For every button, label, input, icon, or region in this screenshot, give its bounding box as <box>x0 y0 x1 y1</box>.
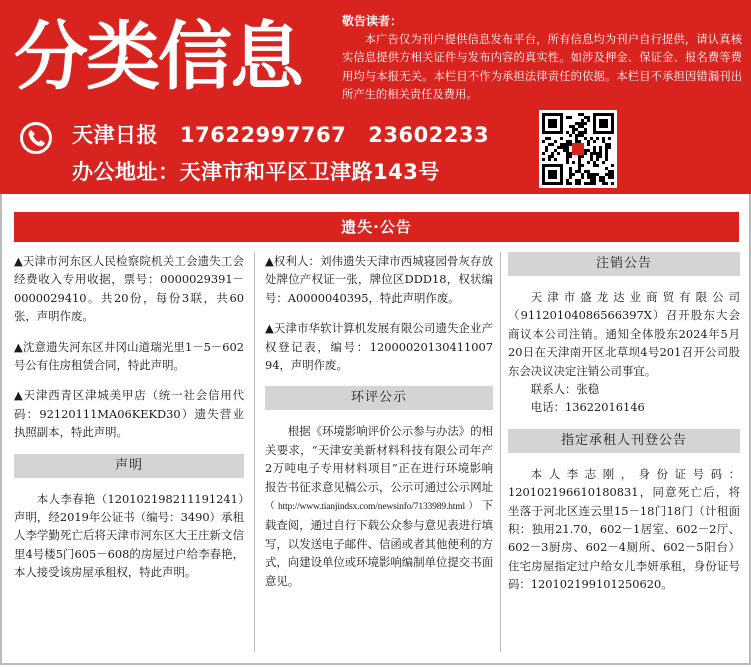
notice-heading: 敬告读者： <box>342 14 403 28</box>
qr-code-graphic <box>542 113 614 185</box>
cancel-heading: 注销公告 <box>508 252 740 276</box>
column-divider <box>500 252 501 652</box>
env-url: （http://www.tianjindsx.com/newsinfo/7133989.html） <box>265 501 482 513</box>
qr-code-icon <box>539 110 617 188</box>
frame-bottom <box>0 663 751 665</box>
frame-left <box>0 194 2 665</box>
column-2 <box>265 252 493 590</box>
statement-text: 本人李春艳（120102198211191241）声明，经2019年公证书（编号：3490）承租人李学勤死亡后将天津市河东区大王庄新文信里4号楼5门605－608的房屋过户给李春艳，本人接受该房屋承租权，特此声明。 <box>14 491 244 580</box>
heir-heading: 指定承租人刊登公告 <box>508 429 740 453</box>
notice-item: ▲天津市河东区人民检察院机关工会遗失工会经费收入专用收据，票号：0000029391－0000029410。共20份，每份3联，共60张，声明作废。 <box>14 254 244 324</box>
section-title-lost-notice: 遗失·公告 <box>14 212 739 242</box>
phone-icon <box>20 122 52 154</box>
notice-item: ▲天津西青区津城美甲店（统一社会信用代码：92120111MA06KEKD30）遗失营业执照副本，特此声明。 <box>14 388 244 440</box>
contact-name: 联系人：张稳 <box>530 382 600 397</box>
env-text <box>265 422 493 590</box>
statement-heading: 声明 <box>14 454 244 478</box>
heir-text: 本人李志刚，身份证号码：120102196610180831，同意死亡后，将坐落于河北区连云里15－18门18门（计租面积：独用21.70，602－1居室、602－2厅、602－3厨房、602－4厕所、602－5阳台）住宅房屋指定过户给女儿李妍承租，身份证号码：120102199101250620。 <box>508 466 740 592</box>
env-heading: 环评公示 <box>265 386 493 410</box>
notice-item: ▲天津市华软计算机发展有限公司遗失企业产权登记表，编号：12000020130411007 94，声明作废。 <box>265 321 493 373</box>
notice-text: 本广告仅为刊户提供信息发布平台，所有信息均为刊户自行提供，请认真核实信息提供方相关证件与发布内容的真实性。如涉及押金、保证金、报名费等费用均与本报无关。本栏目不作为承担法律责任的依据。本栏目不承担因错漏刊出所产生的相关责任及费用。 <box>342 33 742 102</box>
phone-number-1: 17622997767 <box>180 123 347 147</box>
column-3 <box>508 252 740 594</box>
env-text-b: 下载查阅，通过自行下载公众参与意见表进行填写，以发送电子邮件、信函或者其他便利的方式，向建设单位或环境影响编制单位提交书面意见。 <box>265 498 493 588</box>
env-text-a: 根据《环境影响评价公示参与办法》的相关要求，“天津安美新材料科技有限公司年产2万吨电子专用材料项目”正在进行环境影响报告书征求意见稿公示，公示可通过公示网址 <box>265 424 493 494</box>
notice-item: ▲沈意遗失河东区井冈山道瑞光里1－5－602号公有住房租赁合同，特此声明。 <box>14 339 244 373</box>
cancel-text: 天津市盛龙达业商贸有限公司（91120104086566397X）召开股东大会商议本公司注销。通知全体股东2024年5月20日在天津南开区北草坝4号201召开公司股东会决议决定注销公司事宜。 <box>508 290 740 378</box>
column-1 <box>14 252 244 582</box>
paper-name: 天津日报 <box>72 123 158 147</box>
office-address: 办公地址：天津市和平区卫津路143号 <box>72 160 440 184</box>
contact-phones <box>72 119 511 149</box>
brand-title: 分类信息 <box>14 14 302 100</box>
notice-item: ▲权利人：刘伟遗失天津市西城寝园骨灰存放处牌位产权证一张，牌位区DDD18，权状编号：A0000040395，特此声明作废。 <box>265 254 493 305</box>
column-divider <box>254 252 255 652</box>
phone-number-2: 23602233 <box>368 123 490 147</box>
header-banner <box>0 0 751 194</box>
contact-phone: 电话：13622016146 <box>530 400 645 415</box>
